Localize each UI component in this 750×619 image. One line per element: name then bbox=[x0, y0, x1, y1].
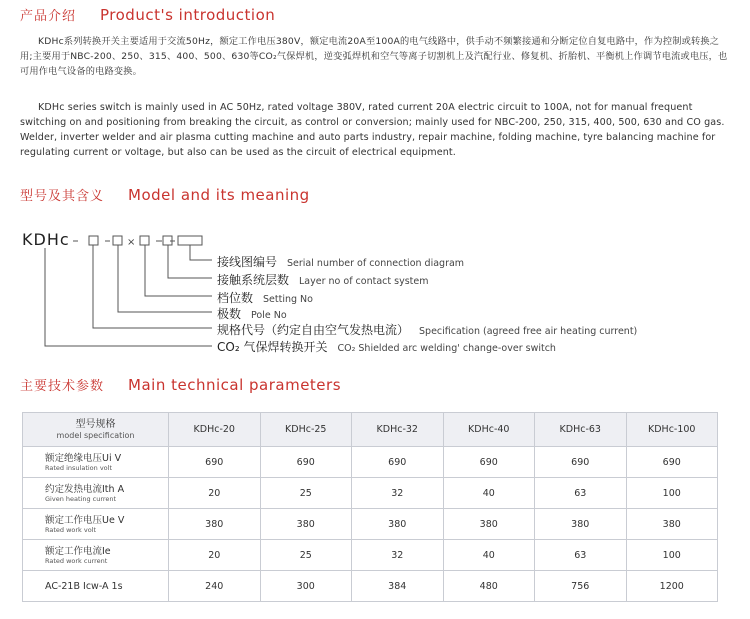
table-cell: 380 bbox=[169, 509, 261, 540]
model-label-type-en: CO₂ Shielded arc welding' change-over switch bbox=[337, 343, 556, 354]
model-label-settings bbox=[217, 289, 313, 306]
params-header-spec-cn: 型号规格 bbox=[75, 418, 116, 430]
model-diagram bbox=[0, 226, 750, 356]
model-label-specification bbox=[217, 321, 637, 338]
table-cell: 690 bbox=[443, 447, 535, 478]
model-label-poles-en: Pole No bbox=[251, 310, 287, 321]
row-label-cn: AC-21B Icw-A 1s bbox=[45, 580, 123, 592]
model-label-type bbox=[217, 338, 556, 355]
row-label-cn: 额定绝缘电压Ui V bbox=[45, 452, 122, 464]
params-heading-en: Main technical parameters bbox=[128, 376, 342, 394]
model-label-layers-cn: 接触系统层数 bbox=[217, 273, 290, 287]
model-label-settings-en: Setting No bbox=[263, 294, 313, 305]
table-cell: 40 bbox=[443, 478, 535, 509]
table-cell: 40 bbox=[443, 540, 535, 571]
model-heading-cn: 型号及其含义 bbox=[20, 189, 105, 204]
table-cell: 32 bbox=[352, 478, 444, 509]
row-label-en: Rated insulation volt bbox=[45, 463, 113, 472]
row-label bbox=[23, 509, 169, 540]
model-label-diagram-no-en: Serial number of connection diagram bbox=[287, 258, 465, 269]
model-heading bbox=[20, 185, 310, 207]
table-cell: 32 bbox=[352, 540, 444, 571]
model-code-prefix: KDHc bbox=[22, 230, 70, 249]
intro-text-cn: KDHc系列转换开关主要适用于交流50Hz，额定工作电压380V，额定电流20A至100A的电气线路中，供手动不频繁接通和分断定位自复电路中，作为控制或转换之用;主要用于NBC-200、250、315、400、500、630等CO₂气保焊机，逆变弧焊机和空气等离子切割机上及汽配行业、修复机、折胎机、平衡机上作调节电流或电压，也可用作电气设备的电路变换。 bbox=[20, 36, 728, 77]
table-cell: 25 bbox=[260, 478, 352, 509]
table-cell: 300 bbox=[260, 571, 352, 602]
model-label-diagram-no bbox=[217, 253, 464, 270]
model-label-specification-cn: 规格代号（约定自由空气发热电流） bbox=[217, 323, 410, 337]
table-cell: 100 bbox=[626, 540, 718, 571]
table-cell: 20 bbox=[169, 478, 261, 509]
row-label bbox=[23, 540, 169, 571]
row-label-cn: 额定工作电流Ie bbox=[45, 545, 111, 557]
params-table bbox=[22, 412, 718, 602]
params-header-col: KDHc-100 bbox=[626, 413, 718, 447]
intro-text-en: KDHc series switch is mainly used in AC 50Hz, rated voltage 380V, rated current 20A electric circuit to 100A, not for manual frequent switching on and positioning from breaking the circuit, as control or conversion; mainly used for NBC-200, 250, 315, 400, 500, 630 and CO gas. Welder, inverter welder and air plasma cutting machine and auto parts industry, repair machine, folding machine, tyre balancing machine for regulating current or voltage, but also can be used as the circuit of electrical equipment. bbox=[20, 102, 725, 158]
table-cell: 690 bbox=[535, 447, 627, 478]
table-cell: 25 bbox=[260, 540, 352, 571]
model-label-type-cn: CO₂ 气保焊转换开关 bbox=[217, 340, 328, 354]
params-header-col: KDHc-40 bbox=[443, 413, 535, 447]
table-row bbox=[23, 447, 718, 478]
table-row bbox=[23, 571, 718, 602]
table-cell: 63 bbox=[535, 478, 627, 509]
params-table-header-row bbox=[23, 413, 718, 447]
row-label-en: Rated work volt bbox=[45, 525, 97, 534]
intro-heading bbox=[20, 5, 275, 27]
params-header-col: KDHc-32 bbox=[352, 413, 444, 447]
model-label-specification-en: Specification (agreed free air heating current) bbox=[419, 326, 638, 337]
row-label-en: Given heating current bbox=[45, 494, 117, 503]
model-heading-en: Model and its meaning bbox=[128, 186, 310, 204]
table-cell: 240 bbox=[169, 571, 261, 602]
model-label-settings-cn: 档位数 bbox=[217, 291, 254, 305]
table-cell: 690 bbox=[352, 447, 444, 478]
table-cell: 690 bbox=[626, 447, 718, 478]
model-label-poles-cn: 极数 bbox=[217, 307, 242, 321]
table-row bbox=[23, 509, 718, 540]
params-header-spec bbox=[23, 413, 169, 447]
row-label bbox=[23, 571, 169, 602]
svg-text:×: × bbox=[127, 237, 136, 248]
params-header-spec-en: model specification bbox=[56, 430, 135, 440]
table-cell: 690 bbox=[260, 447, 352, 478]
model-label-diagram-no-cn: 接线图编号 bbox=[217, 255, 278, 269]
row-label-en: Rated work current bbox=[45, 556, 108, 565]
table-cell: 380 bbox=[626, 509, 718, 540]
table-row bbox=[23, 540, 718, 571]
row-label bbox=[23, 478, 169, 509]
table-cell: 100 bbox=[626, 478, 718, 509]
params-header-col: KDHc-25 bbox=[260, 413, 352, 447]
row-label-cn: 约定发热电流Ith A bbox=[45, 483, 125, 495]
table-cell: 480 bbox=[443, 571, 535, 602]
table-cell: 380 bbox=[260, 509, 352, 540]
row-label-cn: 额定工作电压Ue V bbox=[45, 514, 125, 526]
table-cell: 690 bbox=[169, 447, 261, 478]
params-heading-cn: 主要技术参数 bbox=[20, 379, 105, 394]
table-cell: 380 bbox=[443, 509, 535, 540]
row-label bbox=[23, 447, 169, 478]
table-cell: 384 bbox=[352, 571, 444, 602]
intro-heading-en: Product's introduction bbox=[100, 6, 276, 24]
model-label-layers-en: Layer no of contact system bbox=[299, 276, 429, 287]
table-cell: 756 bbox=[535, 571, 627, 602]
model-label-poles bbox=[217, 305, 287, 322]
table-cell: 20 bbox=[169, 540, 261, 571]
params-header-col: KDHc-63 bbox=[535, 413, 627, 447]
table-cell: 1200 bbox=[626, 571, 718, 602]
table-row bbox=[23, 478, 718, 509]
params-heading bbox=[20, 375, 341, 397]
intro-heading-cn: 产品介绍 bbox=[20, 9, 77, 24]
table-cell: 380 bbox=[535, 509, 627, 540]
table-cell: 63 bbox=[535, 540, 627, 571]
table-cell: 380 bbox=[352, 509, 444, 540]
model-label-layers bbox=[217, 271, 428, 288]
params-header-col: KDHc-20 bbox=[169, 413, 261, 447]
